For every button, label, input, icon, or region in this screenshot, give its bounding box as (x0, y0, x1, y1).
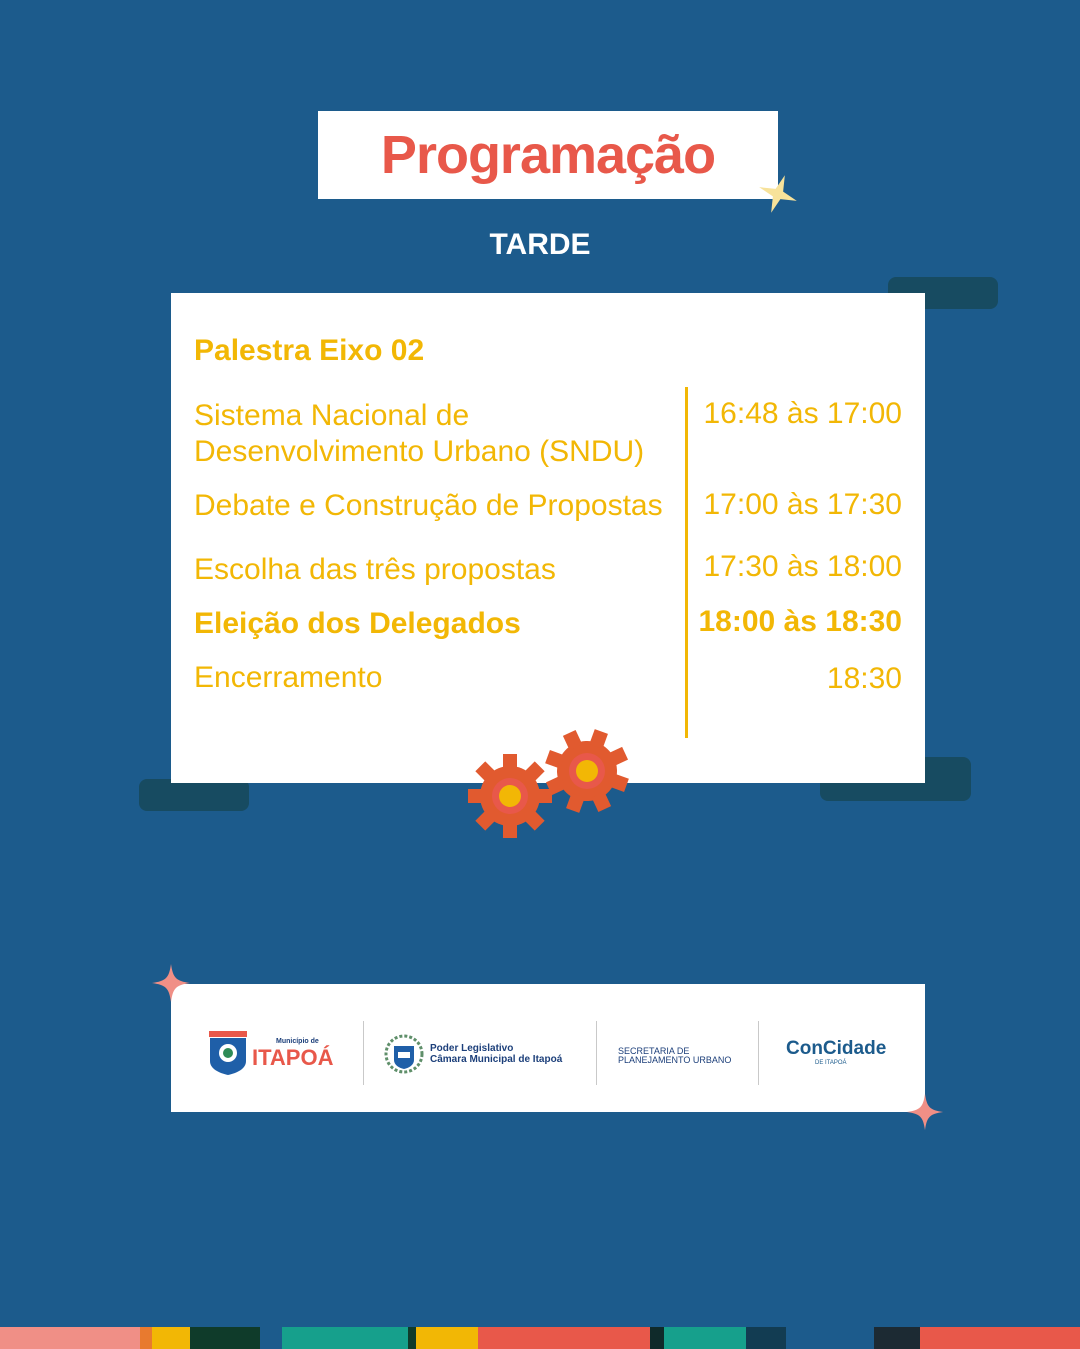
activity-label: Eleição dos Delegados (194, 607, 521, 640)
time-label: 17:00 às 17:30 (703, 488, 902, 521)
stripe-segment (746, 1327, 786, 1349)
itapoa-crest-icon (209, 1031, 247, 1075)
stripe-segment (416, 1327, 478, 1349)
activity-label: Debate e Construção de Propostas (194, 489, 663, 522)
sparkle-icon (905, 1092, 945, 1132)
activity-label (194, 398, 644, 470)
activity-label: Escolha das três propostas (194, 553, 556, 586)
sparkle-icon (150, 962, 192, 1004)
logo4-name: ConCidade (786, 1038, 887, 1059)
title-box (318, 111, 778, 199)
schedule-divider (685, 387, 688, 738)
stripe-segment (260, 1327, 282, 1349)
logo1-name: ITAPOÁ (252, 1045, 334, 1070)
stripe-segment (874, 1327, 920, 1349)
stripe-segment (190, 1327, 260, 1349)
stripe-segment (478, 1327, 650, 1349)
footer-divider (758, 1021, 759, 1085)
logo3-line1: SECRETARIA DE (618, 1046, 690, 1056)
logo2-line2: Câmara Municipal de Itapoá (430, 1054, 563, 1065)
stripe-segment (408, 1327, 416, 1349)
color-stripe (0, 1327, 1080, 1349)
period-label: TARDE (489, 228, 591, 261)
footer-divider (596, 1021, 597, 1085)
activity-line: Desenvolvimento Urbano (SNDU) (194, 435, 645, 468)
footer-divider (363, 1021, 364, 1085)
stripe-segment (282, 1327, 408, 1349)
time-label: 17:30 às 18:00 (703, 550, 902, 583)
decor-tab (139, 779, 249, 811)
stripe-segment (0, 1327, 140, 1349)
page-title: Programação (380, 125, 716, 185)
logo1-small: Município de (276, 1038, 319, 1045)
stripe-segment (140, 1327, 152, 1349)
star-icon (756, 172, 800, 216)
logo4-sub: DE ITAPOÁ (815, 1060, 847, 1066)
gear-icon (466, 752, 554, 840)
schedule-heading: Palestra Eixo 02 (194, 334, 425, 367)
stripe-segment (920, 1327, 1080, 1349)
activity-label: Encerramento (194, 661, 383, 694)
stripe-segment (152, 1327, 190, 1349)
logo2-line1: Poder Legislativo (430, 1043, 514, 1054)
time-label: 18:30 (826, 662, 902, 695)
stripe-segment (786, 1327, 874, 1349)
camara-crest-icon (384, 1034, 424, 1074)
stripe-segment (664, 1327, 746, 1349)
time-label: 18:00 às 18:30 (698, 605, 902, 638)
time-label: 16:48 às 17:00 (703, 397, 902, 430)
logo3-line2: PLANEJAMENTO URBANO (618, 1055, 732, 1065)
stripe-segment (650, 1327, 664, 1349)
activity-line: Sistema Nacional de (194, 399, 470, 432)
gear-icon (543, 727, 631, 815)
